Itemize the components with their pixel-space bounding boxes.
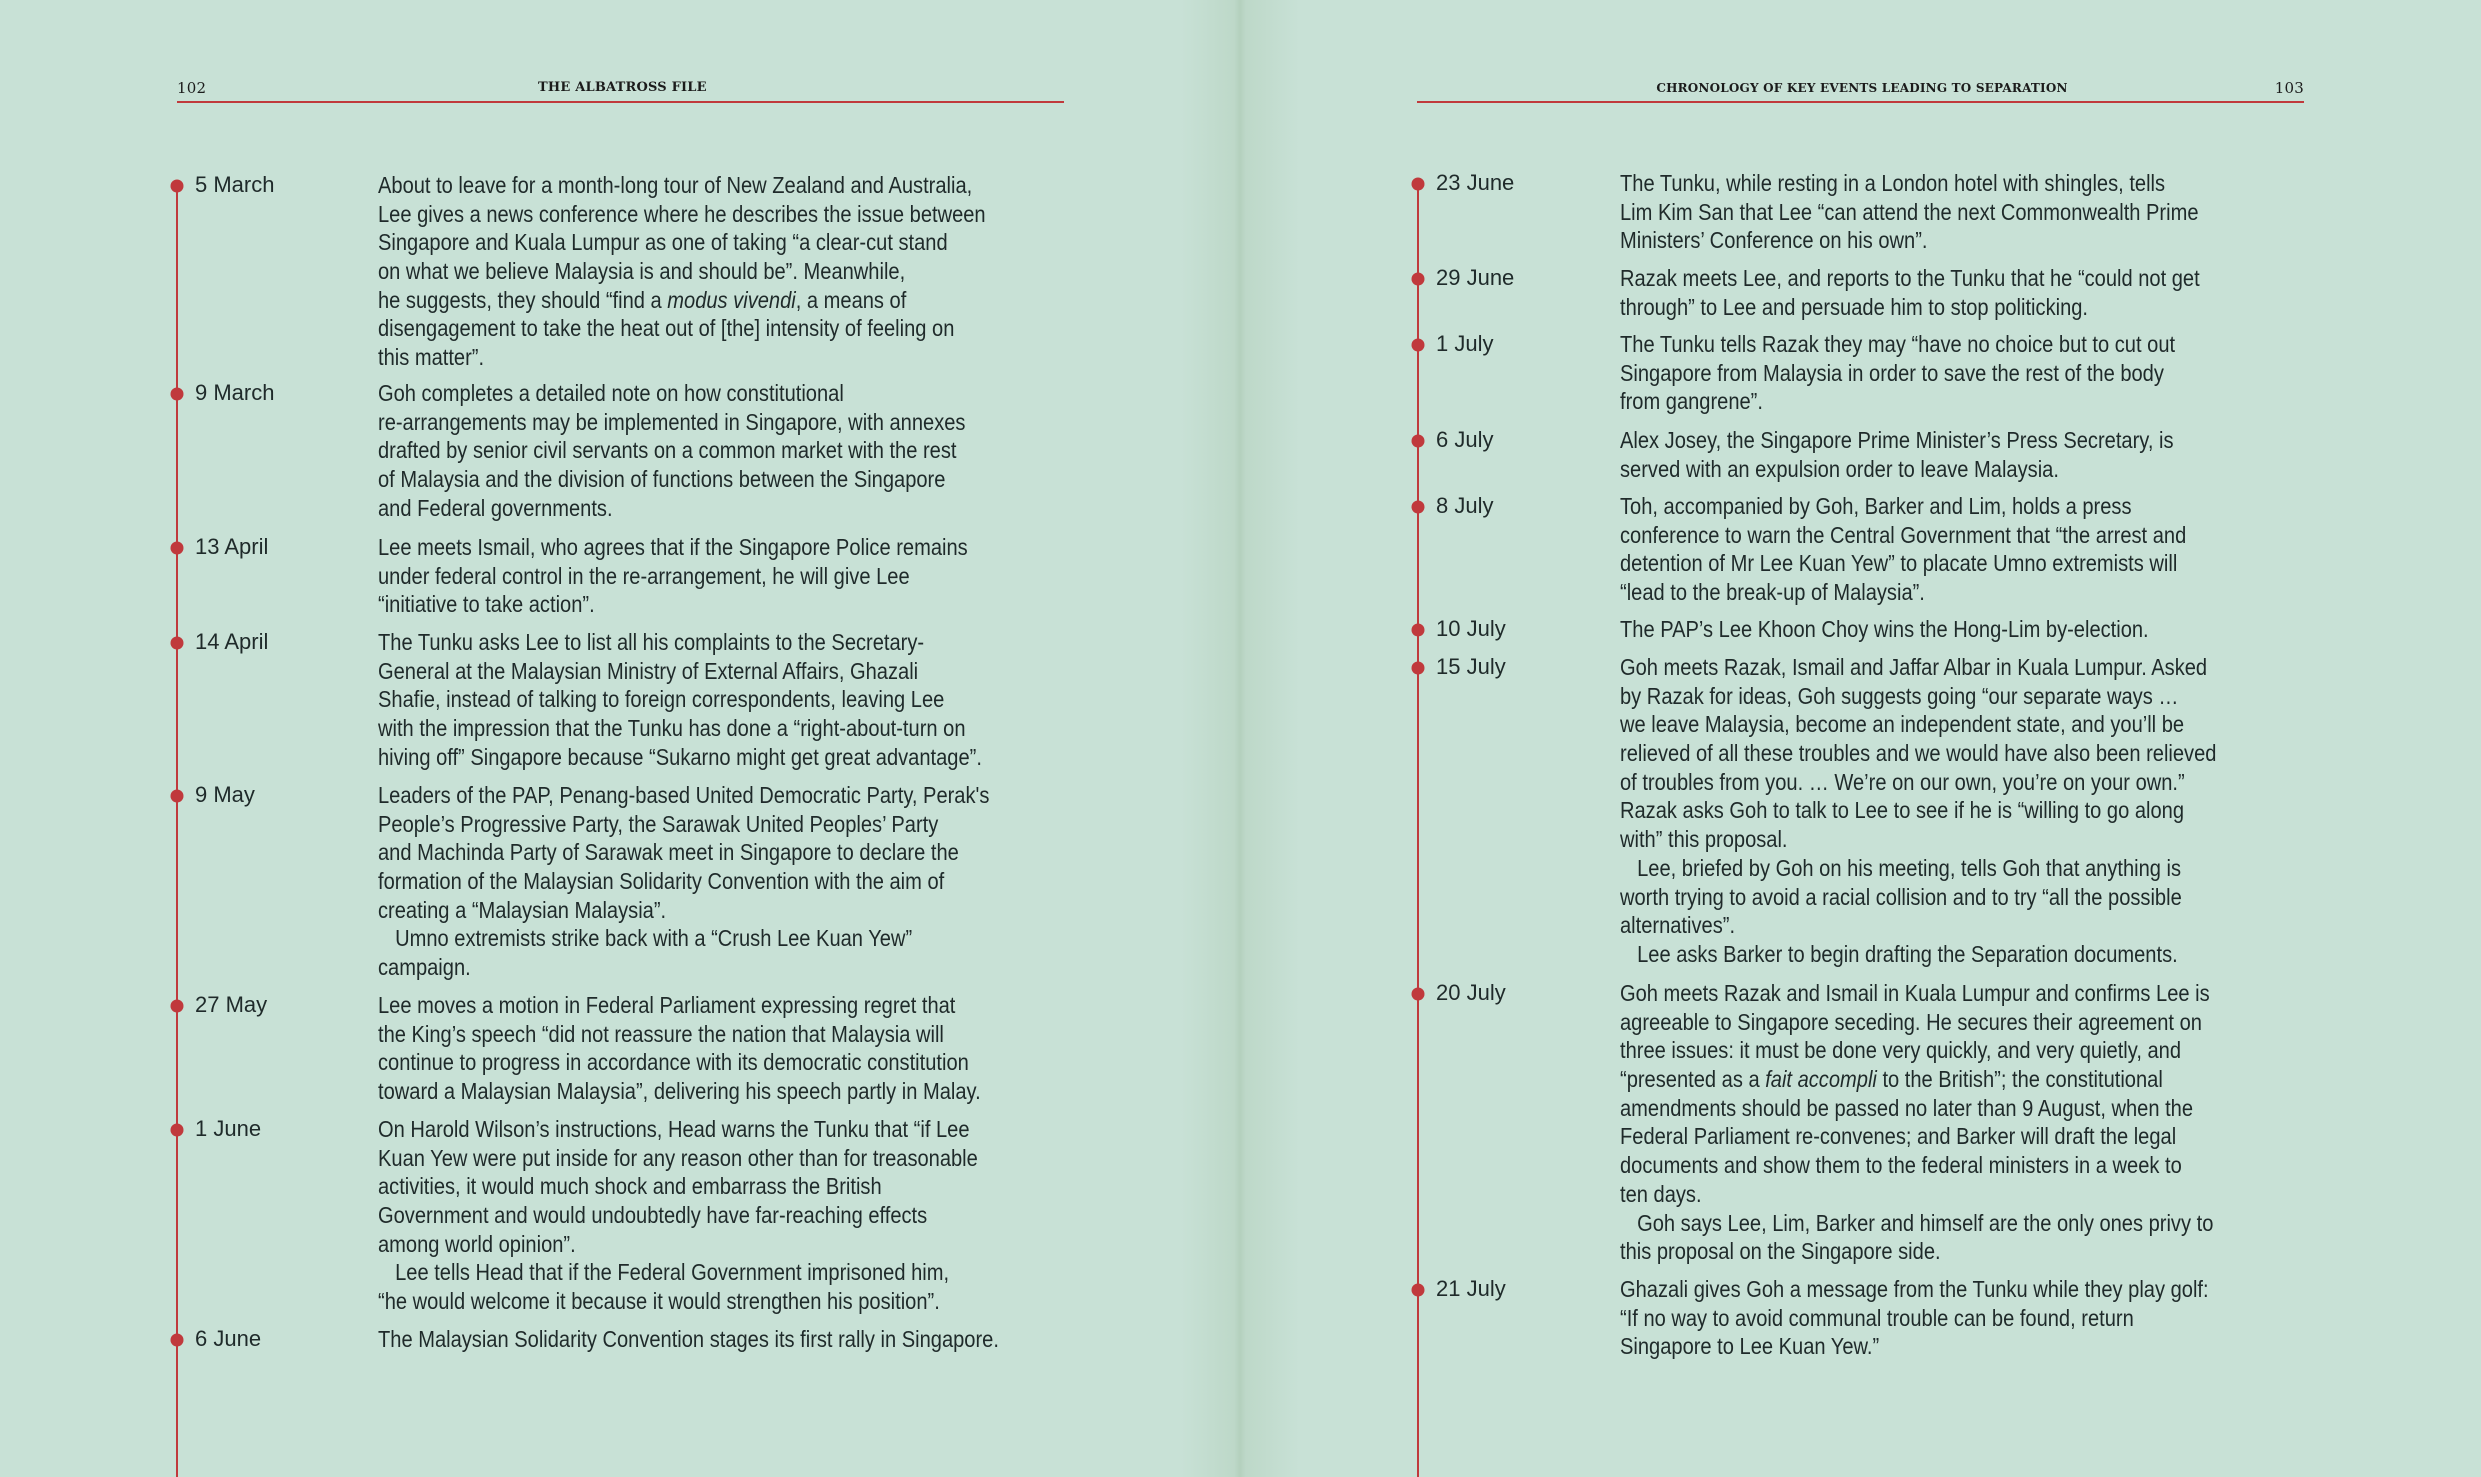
entry-text-line [1620, 682, 2321, 711]
entry-text-line [378, 494, 1079, 523]
timeline-dot-icon [1412, 624, 1425, 637]
text-segment: and Federal governments. [378, 494, 613, 521]
entry-date: 5 March [195, 172, 275, 197]
entry-text-line [1620, 1094, 2321, 1123]
entry-text-line [378, 200, 1079, 229]
entry-text-line [1620, 455, 2321, 484]
entry-date: 8 July [1436, 493, 1494, 518]
text-segment: through” to Lee and persuade him to stop politicking. [1620, 293, 2089, 320]
text-segment: Lee meets Ismail, who agrees that if the Singapore Police remains [378, 534, 968, 560]
entry-text-line [1620, 940, 2321, 969]
text-segment: disengagement to take the heat out of [the] intensity of feeling on [378, 315, 955, 342]
entry-text-line [1620, 359, 2321, 388]
entry-text-line [378, 1048, 1079, 1077]
italic-term: modus vivendi [667, 286, 796, 313]
text-segment: hiving off” Singapore because “Sukarno might get great advantage”. [378, 743, 982, 770]
entry-text-line [1620, 492, 2321, 521]
entry-text-line [1620, 1065, 2321, 1094]
text-segment: documents and show them to the federal ministers in a week to [1620, 1152, 2182, 1179]
entry-text-line [1620, 521, 2321, 550]
text-segment: relieved of all these troubles and we would have also been relieved [1620, 740, 2217, 767]
text-segment: toward a Malaysian Malaysia”, delivering his speech partly in Malay. [378, 1078, 981, 1105]
entry-text-line [378, 810, 1079, 839]
entry-text-line [378, 533, 1079, 562]
entry-text-line [378, 838, 1079, 867]
entry-text-line [378, 562, 1079, 591]
entry-text-line [1620, 1151, 2321, 1180]
entry-text-line [378, 436, 1079, 465]
timeline-dot-icon [171, 790, 184, 803]
text-segment: Toh, accompanied by Goh, Barker and Lim, holds a press [1620, 493, 2132, 519]
entry-description [1620, 264, 2321, 321]
text-segment: Lee gives a news conference where he describes the issue between [378, 200, 986, 227]
text-segment: “initiative to take action”. [378, 591, 595, 618]
entry-text-line [1620, 911, 2321, 940]
text-segment: , a means of [795, 286, 907, 313]
entry-description [378, 1115, 1079, 1316]
entry-text-line [378, 924, 1079, 953]
entry-text-line [1620, 330, 2321, 359]
entry-description [1620, 653, 2321, 969]
entry-text-line [378, 743, 1079, 772]
text-segment: ten days. [1620, 1180, 1702, 1207]
entry-text-line [378, 1258, 1079, 1287]
text-segment: agreeable to Singapore seceding. He secures their agreement on [1620, 1008, 2202, 1035]
timeline-dot-icon [171, 1334, 184, 1347]
text-segment: of troubles from you. … We’re on our own, you’re on your own.” [1620, 768, 2185, 795]
entry-date: 21 July [1436, 1276, 1506, 1301]
entry-text-line [378, 1144, 1079, 1173]
entry-text-line [378, 1287, 1079, 1316]
text-segment: Ghazali gives Goh a message from the Tunku while they play golf: [1620, 1276, 2209, 1302]
text-segment: Lee tells Head that if the Federal Government imprisoned him, [395, 1259, 950, 1286]
entry-description [1620, 426, 2321, 483]
entry-text-line [378, 657, 1079, 686]
running-head: CHRONOLOGY OF KEY EVENTS LEADING TO SEPARATION [1656, 81, 2068, 95]
text-segment: continue to progress in accordance with its democratic constitution [378, 1049, 969, 1076]
text-segment: On Harold Wilson’s instructions, Head warns the Tunku that “if Lee [378, 1116, 970, 1142]
timeline-dot-icon [1412, 178, 1425, 191]
entry-text-line [1620, 1180, 2321, 1209]
entry-text-line [1620, 1275, 2321, 1304]
text-segment: by Razak for ideas, Goh suggests going “our separate ways … [1620, 682, 2179, 709]
text-segment: served with an expulsion order to leave Malaysia. [1620, 455, 2059, 482]
page-number: 103 [2274, 79, 2304, 97]
text-segment: from gangrene”. [1620, 388, 1763, 415]
text-segment: under federal control in the re-arrangement, he will give Lee [378, 562, 910, 589]
entry-text-line [1620, 549, 2321, 578]
entry-date: 1 June [195, 1116, 262, 1141]
entry-description [1620, 330, 2321, 416]
timeline-dot-icon [171, 388, 184, 401]
entry-description [1620, 169, 2321, 255]
text-segment: the King’s speech “did not reassure the nation that Malaysia will [378, 1020, 944, 1047]
text-segment: and Machinda Party of Sarawak meet in Singapore to declare the [378, 839, 959, 866]
entry-text-line [378, 896, 1079, 925]
text-segment: alternatives”. [1620, 912, 1736, 939]
text-segment: “lead to the break-up of Malaysia”. [1620, 579, 1925, 606]
entry-text-line [1620, 426, 2321, 455]
entry-text-line [1620, 1008, 2321, 1037]
text-segment: Razak meets Lee, and reports to the Tunku that he “could not get [1620, 265, 2200, 291]
entry-text-line [378, 1020, 1079, 1049]
entry-description [378, 628, 1079, 771]
entry-text-line [1620, 739, 2321, 768]
entry-text-line [1620, 710, 2321, 739]
entry-text-line [378, 1172, 1079, 1201]
text-segment: Lee asks Barker to begin drafting the Separation documents. [1637, 940, 2178, 967]
text-segment: activities, it would much shock and embarrass the British [378, 1173, 882, 1200]
entry-date: 14 April [195, 629, 269, 654]
text-segment: worth trying to avoid a racial collision and to try “all the possible [1620, 883, 2182, 910]
timeline-dot-icon [1412, 339, 1425, 352]
entry-text-line [378, 171, 1079, 200]
entry-text-line [378, 953, 1079, 982]
text-segment: The PAP’s Lee Khoon Choy wins the Hong-Lim by-election. [1620, 616, 2149, 642]
text-segment: Kuan Yew were put inside for any reason other than for treasonable [378, 1144, 978, 1171]
timeline-dot-icon [1412, 435, 1425, 448]
text-segment: re-arrangements may be implemented in Singapore, with annexes [378, 408, 966, 435]
text-segment: Singapore from Malaysia in order to save the rest of the body [1620, 359, 2164, 386]
entry-text-line [378, 1201, 1079, 1230]
text-segment: amendments should be passed no later than 9 August, when the [1620, 1094, 2194, 1121]
text-segment: this proposal on the Singapore side. [1620, 1238, 1941, 1265]
text-segment: with the impression that the Tunku has done a “right-about-turn on [378, 715, 966, 742]
running-head: THE ALBATROSS FILE [538, 80, 707, 95]
entry-text-line [1620, 615, 2321, 644]
text-segment: Federal Parliament re-convenes; and Barker will draft the legal [1620, 1123, 2177, 1150]
entry-text-line [378, 1325, 1079, 1354]
entry-description [1620, 979, 2321, 1266]
entry-text-line [378, 257, 1079, 286]
entry-description [378, 1325, 1079, 1354]
text-segment: detention of Mr Lee Kuan Yew” to placate Umno extremists will [1620, 550, 2178, 577]
timeline-dot-icon [171, 542, 184, 555]
entry-description [378, 379, 1079, 522]
entry-date: 15 July [1436, 654, 1506, 679]
timeline-dot-icon [1412, 662, 1425, 675]
text-segment: Alex Josey, the Singapore Prime Minister’s Press Secretary, is [1620, 427, 2174, 453]
timeline-dot-icon [1412, 988, 1425, 1001]
entry-text-line [378, 685, 1079, 714]
timeline-dot-icon [171, 1000, 184, 1013]
entry-date: 23 June [1436, 170, 1515, 195]
text-segment: to the British”; the constitutional [1876, 1066, 2163, 1093]
entry-text-line [1620, 387, 2321, 416]
text-segment: Goh meets Razak and Ismail in Kuala Lumpur and confirms Lee is [1620, 980, 2210, 1006]
entry-date: 6 July [1436, 427, 1494, 452]
right-page [1240, 0, 2481, 1477]
entry-description [378, 781, 1079, 982]
text-segment: Ministers’ Conference on his own”. [1620, 227, 1928, 254]
entry-text-line [378, 1230, 1079, 1259]
entry-description [1620, 1275, 2321, 1361]
entry-description [378, 991, 1079, 1106]
timeline-dot-icon [171, 1124, 184, 1137]
entry-text-line [1620, 198, 2321, 227]
text-segment: “presented as a [1620, 1066, 1766, 1093]
entry-text-line [1620, 293, 2321, 322]
text-segment: Goh completes a detailed note on how constitutional [378, 380, 844, 406]
entry-text-line [1620, 1122, 2321, 1151]
entry-text-line [378, 379, 1079, 408]
text-segment: About to leave for a month-long tour of New Zealand and Australia, [378, 172, 973, 198]
entry-text-line [378, 286, 1079, 315]
entry-description [378, 171, 1079, 372]
text-segment: this matter”. [378, 344, 485, 371]
entry-text-line [378, 867, 1079, 896]
text-segment: Leaders of the PAP, Penang-based United Democratic Party, Perak's [378, 782, 990, 808]
text-segment: on what we believe Malaysia is and should be”. Meanwhile, [378, 258, 906, 285]
text-segment: “he would welcome it because it would strengthen his position”. [378, 1288, 940, 1315]
entry-text-line [1620, 1304, 2321, 1333]
entry-date: 27 May [195, 992, 268, 1017]
timeline-dot-icon [1412, 501, 1425, 514]
text-segment: The Tunku, while resting in a London hotel with shingles, tells [1620, 170, 2166, 196]
entry-description [1620, 492, 2321, 607]
text-segment: Government and would undoubtedly have far-reaching effects [378, 1202, 928, 1229]
text-segment: we leave Malaysia, become an independent state, and you’ll be [1620, 711, 2185, 738]
entry-description [1620, 615, 2321, 644]
text-segment: of Malaysia and the division of functions between the Singapore [378, 466, 946, 493]
text-segment: “If no way to avoid communal trouble can be found, return [1620, 1304, 2134, 1331]
timeline-line [176, 186, 178, 1477]
text-segment: drafted by senior civil servants on a common market with the rest [378, 437, 957, 464]
entry-date: 20 July [1436, 980, 1506, 1005]
entry-text-line [1620, 883, 2321, 912]
page-number: 102 [177, 79, 207, 97]
text-segment: he suggests, they should “find a [378, 286, 668, 313]
entry-text-line [378, 991, 1079, 1020]
entry-text-line [1620, 578, 2321, 607]
entry-text-line [1620, 226, 2321, 255]
text-segment: The Malaysian Solidarity Convention stages its first rally in Singapore. [378, 1326, 999, 1352]
text-segment: Singapore to Lee Kuan Yew.” [1620, 1333, 1880, 1360]
text-segment: conference to warn the Central Government that “the arrest and [1620, 521, 2187, 548]
text-segment: Goh says Lee, Lim, Barker and himself are the only ones privy to [1637, 1209, 2214, 1236]
entry-text-line [378, 1077, 1079, 1106]
text-segment: Lee moves a motion in Federal Parliament expressing regret that [378, 992, 956, 1018]
entry-text-line [1620, 653, 2321, 682]
entry-text-line [378, 714, 1079, 743]
text-segment: creating a “Malaysian Malaysia”. [378, 896, 667, 923]
timeline-dot-icon [1412, 1284, 1425, 1297]
text-segment: among world opinion”. [378, 1230, 576, 1257]
entry-text-line [1620, 264, 2321, 293]
timeline-dot-icon [171, 637, 184, 650]
entry-text-line [1620, 825, 2321, 854]
entry-date: 9 March [195, 380, 275, 405]
italic-term: fait accompli [1765, 1066, 1877, 1093]
entry-text-line [378, 343, 1079, 372]
left-page [0, 0, 1240, 1477]
text-segment: Goh meets Razak, Ismail and Jaffar Albar in Kuala Lumpur. Asked [1620, 654, 2208, 680]
entry-text-line [1620, 1209, 2321, 1238]
entry-text-line [1620, 979, 2321, 1008]
entry-date: 13 April [195, 534, 269, 559]
text-segment: Shafie, instead of talking to foreign correspondents, leaving Lee [378, 686, 945, 713]
text-segment: Lim Kim San that Lee “can attend the next Commonwealth Prime [1620, 198, 2199, 225]
text-segment: campaign. [378, 954, 471, 981]
text-segment: General at the Malaysian Ministry of External Affairs, Ghazali [378, 657, 919, 684]
entry-date: 1 July [1436, 331, 1494, 356]
entry-text-line [378, 408, 1079, 437]
text-segment: The Tunku tells Razak they may “have no choice but to cut out [1620, 331, 2176, 357]
text-segment: People’s Progressive Party, the Sarawak United Peoples’ Party [378, 810, 939, 837]
entry-date: 9 May [195, 782, 255, 807]
entry-text-line [378, 465, 1079, 494]
text-segment: three issues: it must be done very quickly, and very quietly, and [1620, 1037, 2182, 1064]
entry-text-line [1620, 1332, 2321, 1361]
entry-text-line [1620, 796, 2321, 825]
entry-text-line [378, 628, 1079, 657]
entry-text-line [1620, 169, 2321, 198]
entry-date: 6 June [195, 1326, 262, 1351]
entry-text-line [378, 228, 1079, 257]
entry-text-line [1620, 1036, 2321, 1065]
text-segment: The Tunku asks Lee to list all his complaints to the Secretary- [378, 629, 925, 655]
text-segment: formation of the Malaysian Solidarity Convention with the aim of [378, 868, 945, 895]
entry-text-line [378, 781, 1079, 810]
text-segment: with” this proposal. [1620, 826, 1788, 853]
text-segment: Singapore and Kuala Lumpur as one of taking “a clear-cut stand [378, 229, 948, 256]
header-rule [1417, 101, 2304, 103]
entry-text-line [1620, 768, 2321, 797]
entry-text-line [378, 314, 1079, 343]
timeline-dot-icon [171, 180, 184, 193]
entry-date: 29 June [1436, 265, 1515, 290]
entry-description [378, 533, 1079, 619]
entry-date: 10 July [1436, 616, 1506, 641]
text-segment: Razak asks Goh to talk to Lee to see if he is “willing to go along [1620, 797, 2185, 824]
timeline-dot-icon [1412, 273, 1425, 286]
entry-text-line [378, 1115, 1079, 1144]
entry-text-line [378, 590, 1079, 619]
text-segment: Lee, briefed by Goh on his meeting, tells Goh that anything is [1637, 854, 2182, 881]
text-segment: Umno extremists strike back with a “Crush Lee Kuan Yew” [395, 925, 913, 952]
header-rule [177, 101, 1064, 103]
entry-text-line [1620, 1237, 2321, 1266]
entry-text-line [1620, 854, 2321, 883]
